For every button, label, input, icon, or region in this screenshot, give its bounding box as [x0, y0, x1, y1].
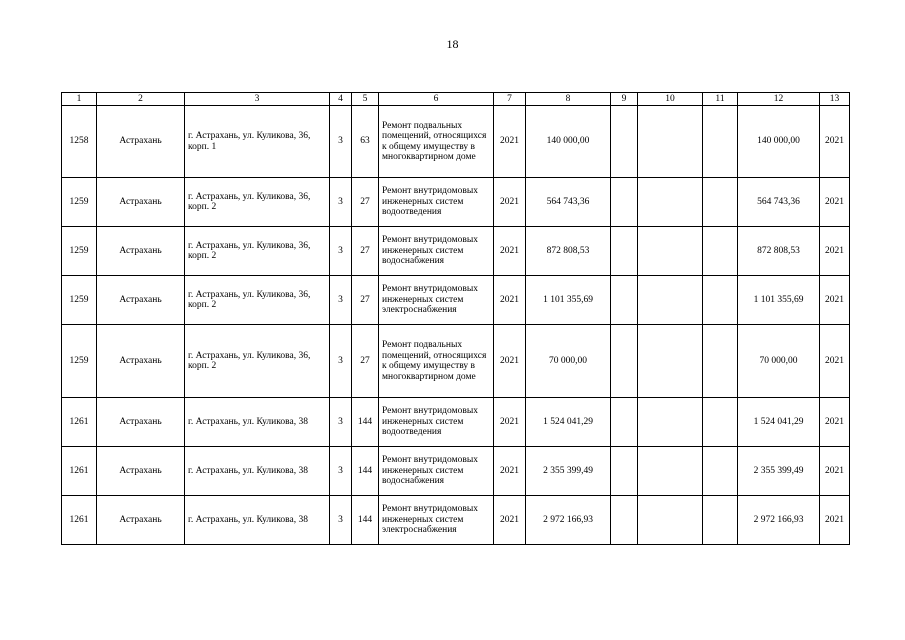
cell-city: Астрахань — [97, 447, 185, 496]
cell-address: г. Астрахань, ул. Куликова, 36, корп. 1 — [185, 106, 330, 178]
cell-col5: 27 — [352, 276, 379, 325]
cell-amount: 70 000,00 — [526, 325, 611, 398]
cell-col11 — [703, 178, 738, 227]
cell-col5: 63 — [352, 106, 379, 178]
cell-work-type: Ремонт внутридомовых инженерных систем электроснабжения — [379, 496, 494, 545]
col-header-9: 9 — [611, 93, 638, 106]
cell-id: 1259 — [62, 227, 97, 276]
col-header-10: 10 — [638, 93, 703, 106]
cell-col10 — [638, 106, 703, 178]
cell-total: 2 355 399,49 — [738, 447, 820, 496]
col-header-2: 2 — [97, 93, 185, 106]
cell-id: 1261 — [62, 496, 97, 545]
cell-col5: 144 — [352, 398, 379, 447]
cell-col9 — [611, 325, 638, 398]
cell-col9 — [611, 276, 638, 325]
table-row — [62, 398, 850, 447]
cell-year-end: 2021 — [820, 276, 850, 325]
cell-col10 — [638, 178, 703, 227]
cell-year: 2021 — [494, 398, 526, 447]
cell-col11 — [703, 325, 738, 398]
table-row — [62, 496, 850, 545]
cell-city: Астрахань — [97, 178, 185, 227]
cell-year: 2021 — [494, 106, 526, 178]
cell-id: 1261 — [62, 447, 97, 496]
repair-register-table — [61, 92, 850, 545]
cell-work-type: Ремонт внутридомовых инженерных систем водоснабжения — [379, 447, 494, 496]
cell-col9 — [611, 398, 638, 447]
cell-col4: 3 — [330, 227, 352, 276]
cell-id: 1259 — [62, 178, 97, 227]
table-row — [62, 178, 850, 227]
cell-total: 564 743,36 — [738, 178, 820, 227]
col-header-12: 12 — [738, 93, 820, 106]
cell-year-end: 2021 — [820, 106, 850, 178]
cell-amount: 140 000,00 — [526, 106, 611, 178]
col-header-11: 11 — [703, 93, 738, 106]
cell-address: г. Астрахань, ул. Куликова, 36, корп. 2 — [185, 178, 330, 227]
cell-col10 — [638, 227, 703, 276]
cell-city: Астрахань — [97, 496, 185, 545]
cell-id: 1259 — [62, 325, 97, 398]
col-header-1: 1 — [62, 93, 97, 106]
table-row — [62, 276, 850, 325]
cell-col11 — [703, 398, 738, 447]
cell-total: 1 524 041,29 — [738, 398, 820, 447]
cell-col9 — [611, 447, 638, 496]
table-row — [62, 106, 850, 178]
cell-col4: 3 — [330, 496, 352, 545]
cell-col11 — [703, 496, 738, 545]
col-header-5: 5 — [352, 93, 379, 106]
cell-total: 1 101 355,69 — [738, 276, 820, 325]
table-row — [62, 227, 850, 276]
cell-amount: 2 355 399,49 — [526, 447, 611, 496]
cell-id: 1261 — [62, 398, 97, 447]
cell-col11 — [703, 227, 738, 276]
cell-work-type: Ремонт подвальных помещений, относящихся к общему имуществу в многоквартирном доме — [379, 325, 494, 398]
cell-year-end: 2021 — [820, 178, 850, 227]
cell-total: 872 808,53 — [738, 227, 820, 276]
table-row — [62, 325, 850, 398]
cell-year: 2021 — [494, 227, 526, 276]
cell-address: г. Астрахань, ул. Куликова, 36, корп. 2 — [185, 276, 330, 325]
cell-col10 — [638, 447, 703, 496]
cell-col9 — [611, 496, 638, 545]
cell-col11 — [703, 106, 738, 178]
cell-col5: 27 — [352, 227, 379, 276]
cell-total: 140 000,00 — [738, 106, 820, 178]
cell-city: Астрахань — [97, 398, 185, 447]
cell-work-type: Ремонт подвальных помещений, относящихся к общему имуществу в многоквартирном доме — [379, 106, 494, 178]
cell-city: Астрахань — [97, 325, 185, 398]
col-header-6: 6 — [379, 93, 494, 106]
cell-col10 — [638, 496, 703, 545]
cell-address: г. Астрахань, ул. Куликова, 38 — [185, 398, 330, 447]
cell-col10 — [638, 398, 703, 447]
col-header-4: 4 — [330, 93, 352, 106]
cell-year-end: 2021 — [820, 496, 850, 545]
cell-address: г. Астрахань, ул. Куликова, 38 — [185, 447, 330, 496]
cell-city: Астрахань — [97, 106, 185, 178]
cell-col4: 3 — [330, 398, 352, 447]
cell-col4: 3 — [330, 276, 352, 325]
cell-col11 — [703, 447, 738, 496]
cell-year: 2021 — [494, 496, 526, 545]
cell-col4: 3 — [330, 106, 352, 178]
cell-col11 — [703, 276, 738, 325]
cell-year-end: 2021 — [820, 325, 850, 398]
cell-year-end: 2021 — [820, 398, 850, 447]
cell-col9 — [611, 106, 638, 178]
cell-total: 2 972 166,93 — [738, 496, 820, 545]
cell-work-type: Ремонт внутридомовых инженерных систем водоотведения — [379, 398, 494, 447]
cell-year-end: 2021 — [820, 447, 850, 496]
cell-city: Астрахань — [97, 227, 185, 276]
cell-address: г. Астрахань, ул. Куликова, 36, корп. 2 — [185, 325, 330, 398]
cell-col4: 3 — [330, 325, 352, 398]
cell-col10 — [638, 276, 703, 325]
col-header-7: 7 — [494, 93, 526, 106]
cell-col4: 3 — [330, 178, 352, 227]
cell-address: г. Астрахань, ул. Куликова, 38 — [185, 496, 330, 545]
cell-year: 2021 — [494, 276, 526, 325]
col-header-8: 8 — [526, 93, 611, 106]
col-header-13: 13 — [820, 93, 850, 106]
cell-col10 — [638, 325, 703, 398]
cell-amount: 2 972 166,93 — [526, 496, 611, 545]
cell-col9 — [611, 227, 638, 276]
cell-work-type: Ремонт внутридомовых инженерных систем электроснабжения — [379, 276, 494, 325]
table-row — [62, 447, 850, 496]
cell-total: 70 000,00 — [738, 325, 820, 398]
cell-id: 1258 — [62, 106, 97, 178]
cell-year: 2021 — [494, 178, 526, 227]
cell-col4: 3 — [330, 447, 352, 496]
cell-id: 1259 — [62, 276, 97, 325]
cell-col5: 144 — [352, 447, 379, 496]
page-number: 18 — [446, 37, 459, 51]
column-number-row — [62, 93, 850, 106]
cell-year: 2021 — [494, 447, 526, 496]
col-header-3: 3 — [185, 93, 330, 106]
cell-amount: 1 524 041,29 — [526, 398, 611, 447]
cell-amount: 1 101 355,69 — [526, 276, 611, 325]
cell-col5: 27 — [352, 325, 379, 398]
cell-col5: 27 — [352, 178, 379, 227]
cell-year-end: 2021 — [820, 227, 850, 276]
cell-col5: 144 — [352, 496, 379, 545]
cell-work-type: Ремонт внутридомовых инженерных систем водоотведения — [379, 178, 494, 227]
cell-amount: 872 808,53 — [526, 227, 611, 276]
cell-city: Астрахань — [97, 276, 185, 325]
cell-col9 — [611, 178, 638, 227]
cell-work-type: Ремонт внутридомовых инженерных систем водоснабжения — [379, 227, 494, 276]
cell-amount: 564 743,36 — [526, 178, 611, 227]
cell-year: 2021 — [494, 325, 526, 398]
cell-address: г. Астрахань, ул. Куликова, 36, корп. 2 — [185, 227, 330, 276]
